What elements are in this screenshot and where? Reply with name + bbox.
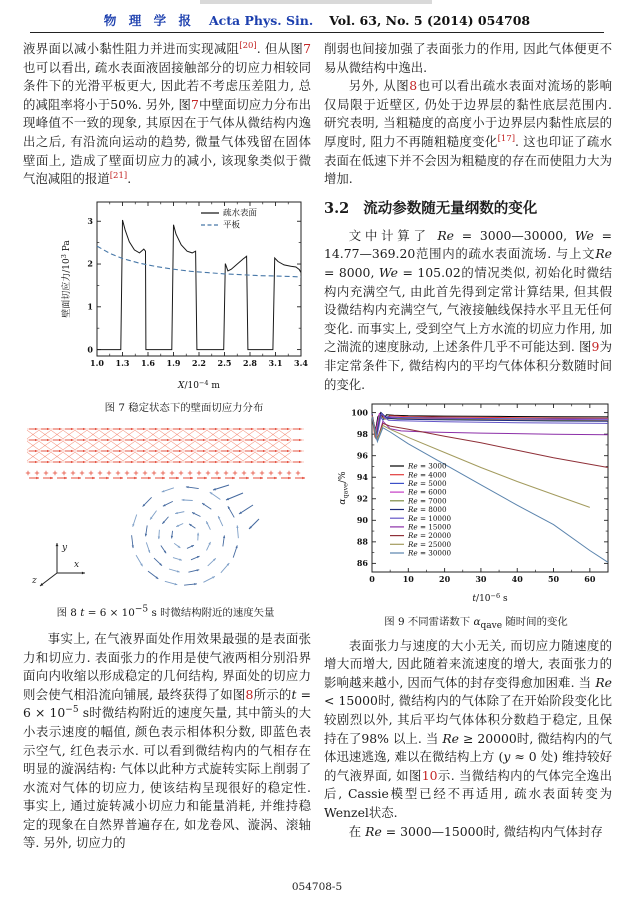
section-heading-3-2 — [324, 199, 612, 219]
svg-text:t/10−6 s: $t/10^{-6}$ s — [472, 592, 508, 605]
svg-text:αqave/%: $\alpha_{qave}/\%$ — [338, 471, 350, 505]
svg-text:20: 20 — [439, 574, 451, 585]
svg-text:Re = 15000: Re = 15000 — [408, 522, 452, 532]
svg-text:2: 2 — [87, 258, 93, 269]
figure-7 — [59, 196, 309, 416]
paragraph-right-5: 在 Re = 3000—15000时, 微结构内气体封存 — [348, 823, 603, 839]
svg-text:60: 60 — [584, 574, 596, 585]
paragraph-left-1: 液界面以减小黏性阻力并进而实现减阻[20]. 但从图7也可以看出, 疏水表面液固接触部分的切应力相较同条件下的光滑平板更大, 因此若不考虑压差阻力, 总的减阻率将小于50%. 另外, 图7中壁面切应力分布出现峰值不一致的现象, 其原因在于气体从微结构内逸出之后, 有沿流向运动的趋势, 微量气体残留在固体壁面上, 造成了壁面切应力的减小, 该现象类似于微气泡减阻的报道[21]. — [23, 40, 312, 187]
svg-text:1.6: 1.6 — [141, 357, 155, 368]
svg-text:2.2: 2.2 — [192, 357, 206, 368]
svg-text:z: z — [32, 576, 37, 587]
paragraph-right-2: 另外, 从图8也可以看出疏水表面对流场的影响仅局限于近壁区, 仍处于边界层的黏性底层范围内. 研究表明, 当粗糙度的高度小于边界层内黏性底层的厚度时, 阻力不再随粗糙度变化[17]. 这也印证了疏水表面在低速下并不会因为粗糙度的存在而使阻力大为增加. — [324, 78, 612, 187]
svg-text:100: 100 — [351, 407, 368, 418]
fig8-caption: 图 8 $t = 6 \times 10^{-5}$ s 时微结构附近的速度矢量 — [56, 604, 275, 619]
fig8-velocity-vector-plot — [23, 421, 308, 596]
journal-title-cn: 物 理 学 报 — [103, 13, 195, 28]
svg-text:10: 10 — [402, 574, 414, 585]
svg-text:Re = 5000: Re = 5000 — [408, 479, 447, 489]
paragraph-right-3: 文中计算了 Re = 3000—30000, We = 14.77—369.20范围内的疏水表面流场. 与上文Re = 8000, We = 105.02的情况类似, 初始化时微结构内充满空气, 由此首先得到定常计算结果, 但其假设微结构内充满空气, 气液接触线保持水平且无任何变化. 而事实上, 受到空气上方水流的切应力作用, 加之湍流的速度脉动, 上述条件几乎不可能达到. 图9为非定常条件下, 微结构内的平均气体体积分数随时间的变化. — [324, 227, 613, 392]
volume-info: Vol. 63, No. 5 (2014) 054708 — [329, 13, 531, 28]
svg-text:3.1: 3.1 — [268, 357, 283, 368]
fig9-gas-fraction-chart — [336, 399, 616, 605]
svg-text:96: 96 — [356, 450, 368, 461]
svg-text:Re = 4000: Re = 4000 — [408, 470, 447, 480]
svg-text:3: 3 — [87, 215, 93, 226]
paragraph-left-2: 事实上, 在气液界面处作用效果最强的是表面张力和切应力. 表面张力的作用是使气液两相分别沿界面向内收缩以形成稳定的几何结构, 界面处的切应力则会使气相沿流向铺展, 最终获得了如图8所示的$t = 6 \times 10^{-5}$ s时微结构附近的速度矢量, 其中箭头的大小表示速度的幅值, 颜色表示相体积分数, 即蓝色表示空气, 红色表示水. 可以看到微结构内的气相存在明显的漩涡结构: 气体以此种方式旋转实际上削弱了水流对气体的切应力, 使该结构呈现很好的稳定性. 事实上, 通过旋转减小切应力和能量消耗, 并维持稳定的现象在自然界普遍存在, 如龙卷风、漩涡、滚轴等. 另外, 切应力的 — [23, 630, 311, 851]
paragraph-right-4: 表面张力与速度的大小无关, 而切应力随速度的增大而增大, 因此随着来流速度的增大, 表面张力的影响越来越小, 因而气体的封存变得愈加困难. 当 Re < 15000时, 微结构内的气体除了在开始阶段变化比较剧烈以外, 其后平均气体体积分数趋于稳定, 且保持在了98% 以上. 当 Re ≥ 20000时, 微结构内的气体迅速逃逸, 难以在微结构上方 (y ≈ 0 处) 维持较好的气液界面, 如图10示. 当微结构内的气体完全逸出后, Cassie模型已经不再适用, 疏水表面转变为Wenzel状态. — [324, 637, 613, 821]
journal-title-en: Acta Phys. Sin. — [208, 13, 314, 28]
header-rule — [30, 32, 604, 33]
svg-text:88: 88 — [356, 536, 368, 547]
figure-9 — [336, 399, 616, 629]
page-header — [0, 11, 634, 29]
right-column — [324, 40, 612, 841]
svg-text:3.4: 3.4 — [294, 357, 308, 368]
fig7-caption: 图 7 稳定状态下的壁面切应力分布 — [104, 402, 264, 415]
svg-text:Re = 20000: Re = 20000 — [408, 531, 452, 541]
svg-text:2.8: 2.8 — [243, 357, 257, 368]
left-column — [23, 40, 311, 853]
svg-text:1.0: 1.0 — [90, 357, 104, 368]
svg-text:1.9: 1.9 — [166, 357, 181, 368]
svg-text:92: 92 — [356, 493, 368, 504]
svg-text:90: 90 — [356, 515, 368, 526]
svg-text:Re = 10000: Re = 10000 — [408, 513, 452, 523]
svg-text:y: y — [62, 543, 68, 554]
svg-text:98: 98 — [356, 428, 368, 439]
svg-text:Re = 25000: Re = 25000 — [408, 539, 452, 549]
svg-text:2.5: 2.5 — [217, 357, 232, 368]
svg-text:94: 94 — [356, 472, 368, 483]
section-number: 3.2 — [324, 199, 350, 217]
svg-text:壁面切应力/103 Pa: 壁面切应力$/10^3$ Pa — [59, 239, 72, 318]
svg-text:1: 1 — [87, 301, 93, 312]
svg-text:Re = 30000: Re = 30000 — [408, 548, 452, 558]
svg-text:Re = 8000: Re = 8000 — [408, 505, 447, 515]
svg-text:平板: 平板 — [223, 220, 241, 231]
svg-text:Re = 6000: Re = 6000 — [408, 487, 447, 497]
svg-text:Re = 3000: Re = 3000 — [408, 461, 447, 471]
svg-text:86: 86 — [356, 558, 368, 569]
svg-text:40: 40 — [511, 574, 523, 585]
fig9-caption: 图 9 不同雷诺数下 $\alpha_{qave}$ 随时间的变化 — [384, 615, 568, 631]
paragraph-right-1: 削弱也间接加强了表面张力的作用, 因此气体便更不易从微结构中逸出. — [324, 41, 612, 75]
svg-text:50: 50 — [547, 574, 560, 585]
svg-text:x: x — [74, 560, 80, 571]
svg-text:30: 30 — [475, 574, 487, 585]
scan-artifact — [200, 0, 432, 4]
footer-page-number: 054708-5 — [291, 881, 343, 893]
svg-text:Re = 7000: Re = 7000 — [408, 496, 447, 506]
figure-8 — [23, 421, 308, 620]
svg-text:疏水表面: 疏水表面 — [223, 208, 258, 219]
svg-text:1.3: 1.3 — [115, 357, 130, 368]
fig7-shear-stress-chart — [59, 196, 309, 392]
section-title: 流动参数随无量纲数的变化 — [363, 199, 538, 217]
svg-text:0: 0 — [369, 574, 375, 585]
svg-text:0: 0 — [87, 344, 93, 355]
svg-text:X/10−4 m: $X/10^{-4}$ m — [178, 378, 220, 391]
